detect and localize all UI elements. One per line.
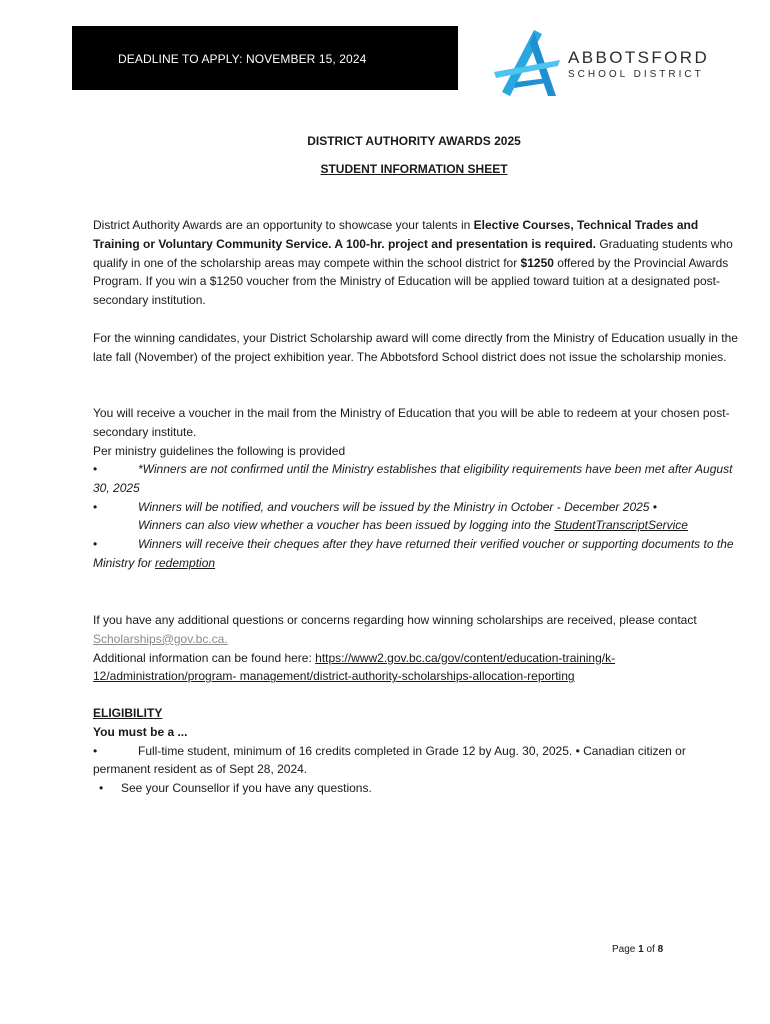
guidelines-list — [93, 460, 743, 573]
voucher-paragraph — [93, 404, 743, 460]
logo-name: ABBOTSFORD — [568, 48, 710, 67]
guideline-item: • *Winners are not confirmed until the Ministry establishes that eligibility requirements have been met after August 30, 2025 — [93, 462, 733, 495]
gov-info-link[interactable]: https://www2.gov.bc.ca/gov/content/education-training/k-12/administration/program- management/district-authority-scholarships-allocation-reporting — [93, 650, 616, 684]
guideline-item: • Winners will be notified, and vouchers will be issued by the Ministry in October - December 2025 • — [93, 498, 743, 517]
scholarships-email-link[interactable]: Scholarships@gov.bc.ca. — [93, 631, 228, 646]
bullet-icon: • — [93, 537, 98, 552]
logo-mark-icon — [490, 30, 568, 100]
intro-text-1: District Authority Awards are an opportunity to showcase your talents in — [93, 218, 474, 232]
guidelines-line: Per ministry guidelines the following is provided — [93, 443, 346, 458]
eligibility-item: • Full-time student, minimum of 16 credits completed in Grade 12 by Aug. 30, 2025. • Canadian citizen or permanent resident as of Sept 28, 2024. — [93, 743, 686, 777]
bullet-icon: • — [652, 499, 658, 514]
intro-text-3: offered by the Provincial Awards Program. If you win a $1250 voucher from the Ministry of Education will be applied toward tuition at a designated post-secondary institution. — [93, 255, 729, 308]
info-line: Additional information can be found here: https://www2.gov.bc.ca/gov/content/education-training/k-12/administration/program- management/district-authority-scholarships-allocation-reporting — [93, 650, 616, 684]
bullet-icon: • — [93, 499, 98, 514]
eligibility-item: • See your Counsellor if you have any questions. — [93, 779, 743, 798]
current-page: 1 — [638, 944, 644, 955]
intro-text-2: Graduating students who qualify in one of the scholarship areas may compete within the school district for — [93, 236, 733, 270]
voucher-line: You will receive a voucher in the mail from the Ministry of Education that you will be able to redeem at your chosen post-secondary institute. — [93, 406, 730, 439]
eligibility-section — [93, 704, 743, 798]
logo-subname: SCHOOL DISTRICT — [568, 69, 704, 80]
redemption-link[interactable]: redemption — [155, 555, 216, 570]
total-pages: 8 — [657, 944, 664, 955]
guideline-item: Winners can also view whether a voucher has been issued by logging into the StudentTranscriptService — [138, 518, 688, 533]
document-subtitle: STUDENT INFORMATION SHEET — [320, 162, 508, 176]
bullet-icon: • — [93, 743, 98, 758]
guideline-item: • Winners will receive their cheques after they have returned their verified voucher or supporting documents to the Ministry for redemption — [93, 537, 734, 570]
district-logo — [490, 30, 710, 100]
document-title: DISTRICT AUTHORITY AWARDS 2025 — [307, 134, 521, 148]
student-transcript-link[interactable]: StudentTranscriptService — [554, 518, 688, 533]
contact-line: If you have any additional questions or concerns regarding how winning scholarships are received, please contact Scholarships@gov.bc.ca. — [93, 613, 697, 646]
bullet-icon: • — [99, 781, 104, 796]
deadline-banner — [72, 26, 458, 90]
award-delivery-paragraph: For the winning candidates, your District Scholarship award will come directly from the Ministry of Education usually in the late fall (November) of the project exhibition year. The Abbotsford School district does not issue the scholarship monies. — [93, 331, 738, 364]
intro-bold-1: Elective Courses, Technical Trades and Training or Voluntary Community Service. A 100-hr. project and presentation is required. — [93, 218, 699, 251]
page-indicator: Page 1 of 8 — [612, 944, 664, 955]
bullet-icon: • — [93, 462, 98, 476]
intro-paragraph — [93, 216, 743, 310]
deadline-text: DEADLINE TO APPLY: NOVEMBER 15, 2024 — [118, 52, 367, 66]
bullet-icon: • — [575, 743, 580, 758]
contact-paragraph — [93, 611, 743, 686]
eligibility-heading: ELIGIBILITY — [93, 706, 163, 720]
eligibility-subheading: You must be a ... — [93, 724, 188, 739]
intro-bold-amount: $1250 — [520, 255, 554, 270]
